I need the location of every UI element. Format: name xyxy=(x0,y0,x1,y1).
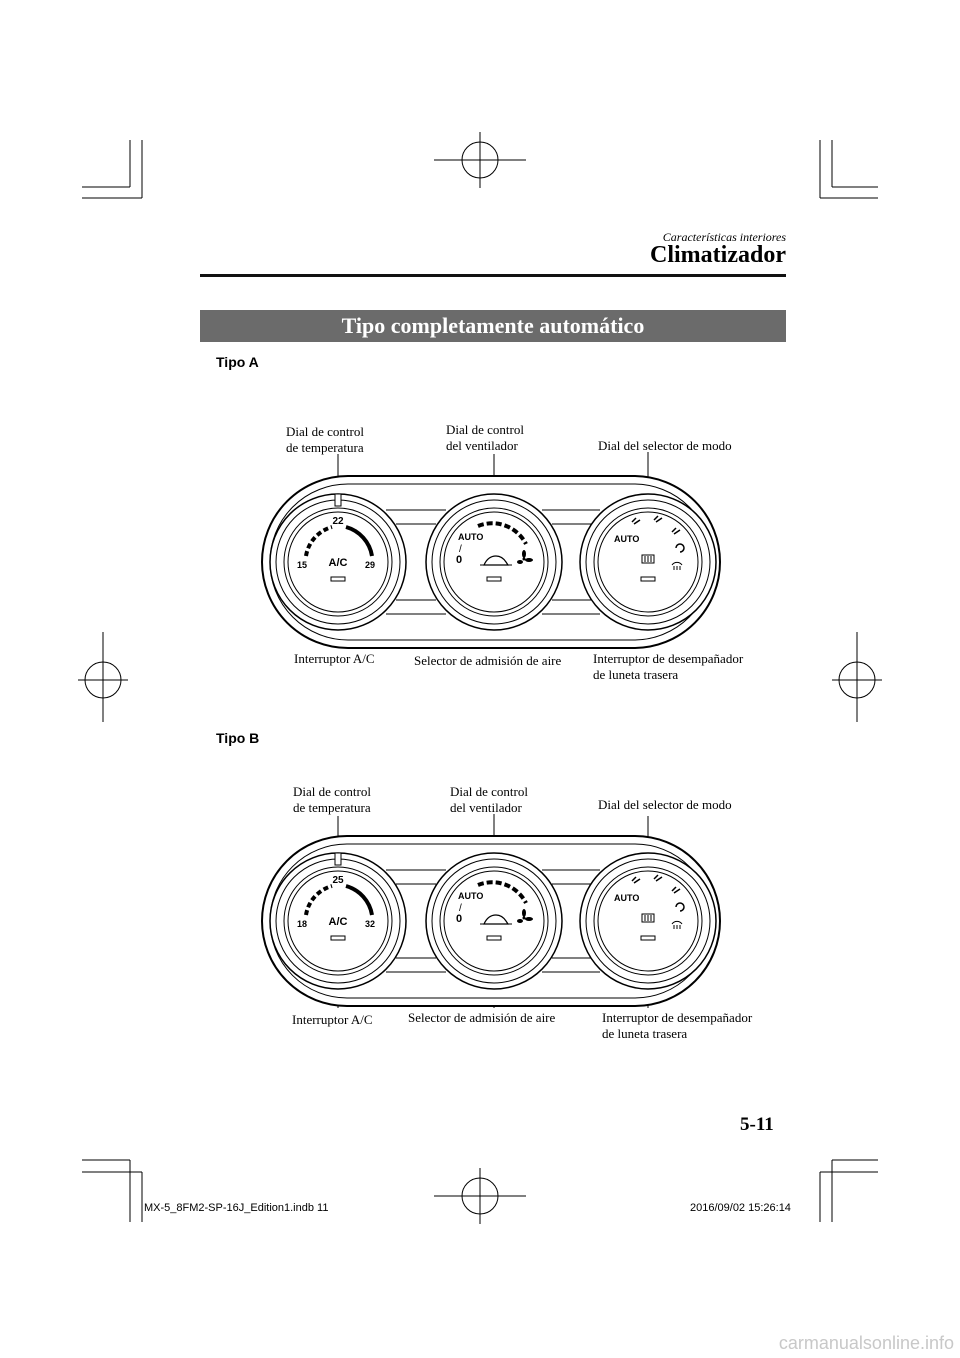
type-b-label: Tipo B xyxy=(216,730,260,746)
temperature-dial-b[interactable] xyxy=(270,853,406,989)
fan-slash-b: / xyxy=(459,903,462,914)
ac-label-a: A/C xyxy=(328,557,348,569)
mode-dial-callout-a: Dial del selector de modo xyxy=(598,438,732,453)
temperature-dial-a[interactable] xyxy=(270,494,406,630)
section-header: Características interiores xyxy=(662,230,786,244)
intake-selector-callout-a: Selector de admisión de aire xyxy=(414,653,562,668)
temp-mark-high-b: 32 xyxy=(364,919,376,929)
mode-dial-a[interactable] xyxy=(580,494,716,630)
temp-mark-mid-b: 25 xyxy=(332,875,344,886)
climate-panel-type-a xyxy=(256,448,726,656)
section-banner: Tipo completamente automático xyxy=(200,310,786,342)
temp-mark-low-b: 18 xyxy=(296,919,308,929)
fan-dial-callout-b: Dial de control del ventilador xyxy=(450,784,528,815)
temp-dial-callout-a: Dial de control de temperatura xyxy=(286,424,364,455)
mode-auto-label-a: AUTO xyxy=(614,534,640,544)
fan-dial-b[interactable] xyxy=(426,853,562,989)
header-rule xyxy=(200,274,786,277)
chapter-title: Climatizador xyxy=(650,242,786,268)
mode-dial-callout-b: Dial del selector de modo xyxy=(598,797,732,812)
ac-switch-callout-b: Interruptor A/C xyxy=(292,1012,373,1027)
fan-auto-label-a: AUTO xyxy=(458,532,484,542)
ac-switch-callout-a: Interruptor A/C xyxy=(294,651,375,666)
ac-label-b: A/C xyxy=(328,916,348,928)
temp-mark-low-a: 15 xyxy=(296,560,308,570)
fan-dial-callout-a: Dial de control del ventilador xyxy=(446,422,524,453)
intake-selector-callout-b: Selector de admisión de aire xyxy=(408,1010,556,1025)
temp-mark-mid-a: 22 xyxy=(332,516,344,527)
mode-auto-label-b: AUTO xyxy=(614,893,640,903)
fan-dial-a[interactable] xyxy=(426,494,562,630)
footer-filename: MX-5_8FM2-SP-16J_Edition1.indb 11 xyxy=(144,1202,329,1214)
defroster-callout-a: Interruptor de desempañador de luneta trasera xyxy=(593,651,744,682)
type-a-label: Tipo A xyxy=(216,354,259,370)
temp-dial-callout-b: Dial de control de temperatura xyxy=(293,784,371,815)
fan-zero-b: 0 xyxy=(456,913,463,925)
page-number: 5-11 xyxy=(740,1114,774,1135)
footer-timestamp: 2016/09/02 15:26:14 xyxy=(690,1202,791,1214)
fan-auto-label-b: AUTO xyxy=(458,891,484,901)
mode-dial-b[interactable] xyxy=(580,853,716,989)
climate-panel-type-b xyxy=(256,812,726,1012)
fan-zero-a: 0 xyxy=(456,554,463,566)
defroster-callout-b: Interruptor de desempañador de luneta trasera xyxy=(602,1010,753,1041)
temp-mark-high-a: 29 xyxy=(364,560,376,570)
watermark: carmanualsonline.info xyxy=(778,1333,954,1353)
fan-slash-a: / xyxy=(459,544,462,555)
